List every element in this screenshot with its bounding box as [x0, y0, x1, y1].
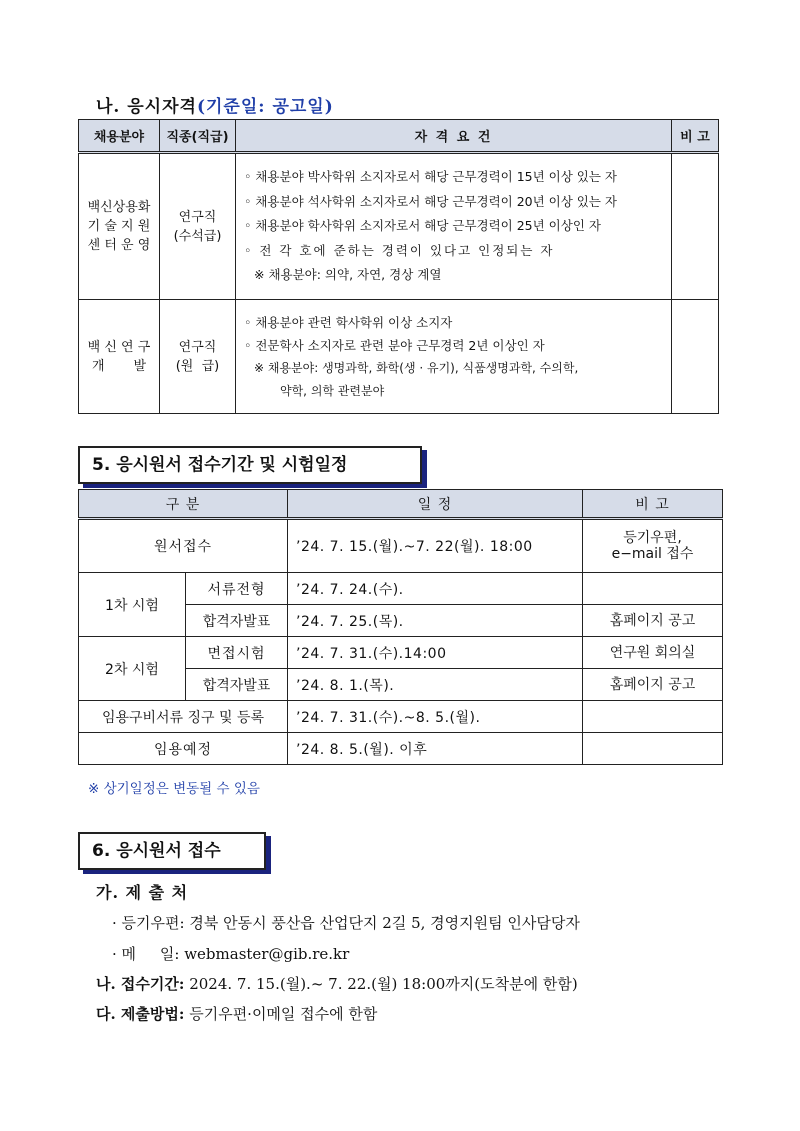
schedule-note: 등기우편, e−mail 접수: [583, 519, 723, 573]
table-header-row: [79, 120, 719, 153]
table-header-row: [79, 490, 723, 519]
schedule-sublabel: 면접시험: [186, 637, 288, 669]
requirement-note: ※ 채용분야: 의약, 자연, 경상 계열: [254, 267, 442, 283]
section6-title: 6. 응시원서 접수: [78, 832, 266, 870]
schedule-date: ’24. 8. 1.(목).: [288, 669, 583, 701]
period-line: [96, 973, 578, 994]
table-row: [79, 637, 723, 669]
schedule-date: ’24. 7. 24.(수).: [288, 573, 583, 605]
header-job: 직종(직급): [160, 120, 236, 153]
job-text: 연구직 (원 급): [175, 339, 220, 374]
qualification-table: [78, 119, 719, 414]
header-field: 채용분야: [79, 120, 160, 153]
table-row: [79, 153, 719, 300]
schedule-sublabel: 합격자발표: [186, 605, 288, 637]
schedule-note: [583, 701, 723, 733]
job-text: 연구직 (수석급): [173, 209, 222, 244]
schedule-label: 임용구비서류 징구 및 등록: [79, 701, 288, 733]
qualification-heading-basis: (기준일: 공고일): [196, 97, 334, 117]
requirement-item: ◦ 채용분야 학사학위 소지자로서 해당 근무경력이 25년 이상인 자: [244, 218, 601, 234]
schedule-sublabel: 서류전형: [186, 573, 288, 605]
qualification-heading: [96, 92, 334, 117]
mail-line: [112, 943, 349, 964]
table-row: [79, 733, 723, 765]
post-label: · 등기우편:: [112, 914, 185, 932]
field-text: 백신상용화 기 술 지 원 센 터 운 영: [87, 200, 151, 253]
requirement-item: ◦ 채용분야 관련 학사학위 이상 소지자: [244, 314, 453, 330]
requirements-cell: [236, 153, 672, 300]
schedule-note: 홈페이지 공고: [583, 605, 723, 637]
section5-title: 5. 응시원서 접수기간 및 시험일정: [78, 446, 422, 484]
table-row: [79, 300, 719, 414]
schedule-label: 2차 시험: [79, 637, 186, 701]
schedule-label: 1차 시험: [79, 573, 186, 637]
job-cell: [160, 300, 236, 414]
table-row: [79, 701, 723, 733]
qualification-heading-prefix: 나. 응시자격: [96, 97, 197, 117]
schedule-label: 원서접수: [79, 519, 288, 573]
post-address: 경북 안동시 풍산읍 산업단지 2길 5, 경영지원팀 인사담당자: [189, 914, 580, 932]
schedule-date: ’24. 7. 25.(목).: [288, 605, 583, 637]
period-value: 2024. 7. 15.(월).~ 7. 22.(월) 18:00까지(도착분에 한함): [189, 975, 578, 993]
job-cell: [160, 153, 236, 300]
schedule-note: 홈페이지 공고: [583, 669, 723, 701]
requirement-item: ◦ 전 각 호에 준하는 경력이 있다고 인정되는 자: [244, 242, 555, 258]
mail-address: webmaster@gib.re.kr: [184, 945, 350, 963]
schedule-note: [583, 733, 723, 765]
schedule-note: 연구원 회의실: [583, 637, 723, 669]
field-text: 백 신 연 구 개 발: [87, 339, 151, 374]
header-requirements: 자 격 요 건: [236, 120, 672, 153]
table-row: [79, 519, 723, 573]
schedule-date: ’24. 7. 31.(수).~8. 5.(월).: [288, 701, 583, 733]
requirement-item: ◦ 전문학사 소지자로 관련 분야 근무경력 2년 이상인 자: [244, 337, 545, 353]
schedule-note: [583, 573, 723, 605]
method-line: [96, 1003, 377, 1024]
schedule-date: ’24. 8. 5.(월). 이후: [288, 733, 583, 765]
schedule-sublabel: 합격자발표: [186, 669, 288, 701]
requirements-cell: [236, 300, 672, 414]
requirement-item: ◦ 채용분야 석사학위 소지자로서 해당 근무경력이 20년 이상 있는 자: [244, 193, 617, 209]
method-label: 다. 제출방법:: [96, 1005, 185, 1023]
submission-place-label: 가. 제 출 처: [96, 883, 189, 902]
schedule-date: ’24. 7. 15.(월).~7. 22(월). 18:00: [288, 519, 583, 573]
period-label: 나. 접수기간:: [96, 975, 185, 993]
requirement-note-continued: 약학, 의학 관련분야: [280, 383, 385, 398]
schedule-date: ’24. 7. 31.(수).14:00: [288, 637, 583, 669]
mail-label: · 메 일:: [112, 945, 180, 963]
schedule-label: 임용예정: [79, 733, 288, 765]
remark-cell: [672, 153, 719, 300]
requirement-item: ◦ 채용분야 박사학위 소지자로서 해당 근무경력이 15년 이상 있는 자: [244, 169, 617, 185]
schedule-table: [78, 489, 723, 765]
method-value: 등기우편·이메일 접수에 한함: [189, 1005, 378, 1023]
post-line: [112, 912, 580, 933]
header-category: 구 분: [79, 490, 288, 519]
remark-cell: [672, 300, 719, 414]
field-cell: [79, 153, 160, 300]
header-schedule: 일 정: [288, 490, 583, 519]
table-row: [79, 573, 723, 605]
field-cell: [79, 300, 160, 414]
header-remark: 비 고: [672, 120, 719, 153]
header-remark: 비 고: [583, 490, 723, 519]
requirement-note: ※ 채용분야: 생명과학, 화학(생 · 유기), 식품생명과학, 수의학,: [254, 360, 579, 375]
schedule-footnote: ※ 상기일정은 변동될 수 있음: [88, 781, 260, 797]
